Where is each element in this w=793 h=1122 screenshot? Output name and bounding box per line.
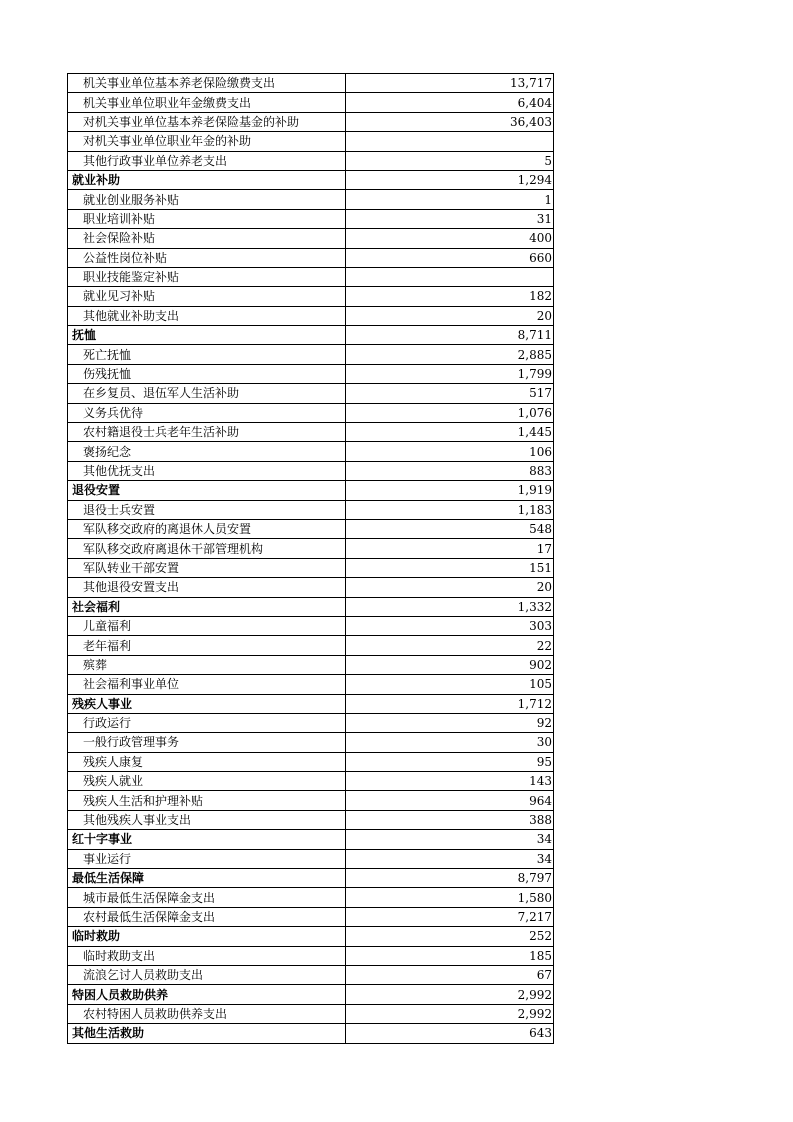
table-row: [68, 112, 554, 131]
table-row: [68, 423, 554, 442]
table-row: [68, 345, 554, 364]
category-row: [68, 1024, 554, 1043]
table-row: [68, 655, 554, 674]
item-amount: 1,076: [346, 403, 554, 422]
table-row: [68, 791, 554, 810]
item-name: 流浪乞讨人员救助支出: [68, 965, 346, 984]
item-name: 残疾人生活和护理补贴: [68, 791, 346, 810]
item-amount: 6,404: [346, 93, 554, 112]
table-row: [68, 461, 554, 480]
category-name: 社会福利: [68, 597, 346, 616]
item-amount: 548: [346, 519, 554, 538]
item-name: 退役士兵安置: [68, 500, 346, 519]
category-amount: 34: [346, 830, 554, 849]
item-amount: 105: [346, 675, 554, 694]
item-name: 临时救助支出: [68, 946, 346, 965]
table-row: [68, 209, 554, 228]
item-amount: 95: [346, 752, 554, 771]
item-name: 其他退役安置支出: [68, 578, 346, 597]
table-row: [68, 132, 554, 151]
item-name: 军队移交政府离退休干部管理机构: [68, 539, 346, 558]
item-amount: 30: [346, 733, 554, 752]
item-amount: 34: [346, 849, 554, 868]
category-name: 残疾人事业: [68, 694, 346, 713]
item-name: 机关事业单位基本养老保险缴费支出: [68, 74, 346, 93]
item-amount: [346, 132, 554, 151]
table-row: [68, 539, 554, 558]
table-row: [68, 558, 554, 577]
category-name: 抚恤: [68, 326, 346, 345]
item-name: 职业培训补贴: [68, 209, 346, 228]
item-name: 行政运行: [68, 713, 346, 732]
table-row: [68, 442, 554, 461]
table-row: [68, 500, 554, 519]
item-name: 伤残抚恤: [68, 364, 346, 383]
category-amount: 8,711: [346, 326, 554, 345]
category-amount: 1,332: [346, 597, 554, 616]
item-amount: 20: [346, 578, 554, 597]
category-name: 其他生活救助: [68, 1024, 346, 1043]
item-amount: 13,717: [346, 74, 554, 93]
item-name: 残疾人康复: [68, 752, 346, 771]
table-row: [68, 229, 554, 248]
item-amount: 5: [346, 151, 554, 170]
table-row: [68, 364, 554, 383]
category-row: [68, 481, 554, 500]
item-name: 其他残疾人事业支出: [68, 810, 346, 829]
item-amount: 1: [346, 190, 554, 209]
category-amount: 1,919: [346, 481, 554, 500]
item-amount: 185: [346, 946, 554, 965]
table-row: [68, 675, 554, 694]
table-row: [68, 74, 554, 93]
category-row: [68, 985, 554, 1004]
item-amount: 2,885: [346, 345, 554, 364]
table-row: [68, 306, 554, 325]
table-row: [68, 713, 554, 732]
item-amount: 7,217: [346, 907, 554, 926]
table-row: [68, 151, 554, 170]
item-name: 农村籍退役士兵老年生活补助: [68, 423, 346, 442]
item-name: 对机关事业单位职业年金的补助: [68, 132, 346, 151]
item-amount: 143: [346, 772, 554, 791]
item-amount: 2,992: [346, 1004, 554, 1023]
table-row: [68, 519, 554, 538]
item-amount: 883: [346, 461, 554, 480]
table-row: [68, 578, 554, 597]
item-name: 事业运行: [68, 849, 346, 868]
item-name: 义务兵优待: [68, 403, 346, 422]
category-name: 最低生活保障: [68, 869, 346, 888]
category-name: 红十字事业: [68, 830, 346, 849]
item-name: 其他就业补助支出: [68, 306, 346, 325]
budget-table-body: [68, 74, 554, 1044]
item-amount: 22: [346, 636, 554, 655]
table-row: [68, 267, 554, 286]
item-amount: 1,799: [346, 364, 554, 383]
category-amount: 8,797: [346, 869, 554, 888]
item-amount: 106: [346, 442, 554, 461]
item-name: 儿童福利: [68, 616, 346, 635]
item-name: 褒扬纪念: [68, 442, 346, 461]
item-amount: 1,183: [346, 500, 554, 519]
category-row: [68, 170, 554, 189]
item-amount: 67: [346, 965, 554, 984]
item-name: 就业见习补贴: [68, 287, 346, 306]
category-amount: 2,992: [346, 985, 554, 1004]
item-amount: 20: [346, 306, 554, 325]
table-row: [68, 907, 554, 926]
table-row: [68, 384, 554, 403]
table-row: [68, 93, 554, 112]
category-name: 退役安置: [68, 481, 346, 500]
item-amount: 902: [346, 655, 554, 674]
table-row: [68, 772, 554, 791]
table-row: [68, 810, 554, 829]
item-amount: 92: [346, 713, 554, 732]
item-amount: 151: [346, 558, 554, 577]
item-name: 社会保险补贴: [68, 229, 346, 248]
table-row: [68, 965, 554, 984]
item-name: 老年福利: [68, 636, 346, 655]
item-name: 殡葬: [68, 655, 346, 674]
item-name: 就业创业服务补贴: [68, 190, 346, 209]
table-row: [68, 636, 554, 655]
table-row: [68, 752, 554, 771]
table-row: [68, 403, 554, 422]
item-name: 一般行政管理事务: [68, 733, 346, 752]
item-name: 在乡复员、退伍军人生活补助: [68, 384, 346, 403]
item-name: 军队移交政府的离退休人员安置: [68, 519, 346, 538]
item-amount: 400: [346, 229, 554, 248]
table-row: [68, 248, 554, 267]
item-name: 其他行政事业单位养老支出: [68, 151, 346, 170]
table-row: [68, 190, 554, 209]
item-name: 死亡抚恤: [68, 345, 346, 364]
item-name: 职业技能鉴定补贴: [68, 267, 346, 286]
table-row: [68, 733, 554, 752]
item-name: 残疾人就业: [68, 772, 346, 791]
category-name: 特困人员救助供养: [68, 985, 346, 1004]
item-name: 对机关事业单位基本养老保险基金的补助: [68, 112, 346, 131]
item-amount: 1,445: [346, 423, 554, 442]
category-amount: 252: [346, 927, 554, 946]
item-name: 农村特困人员救助供养支出: [68, 1004, 346, 1023]
category-row: [68, 597, 554, 616]
item-name: 农村最低生活保障金支出: [68, 907, 346, 926]
table-row: [68, 1004, 554, 1023]
item-name: 机关事业单位职业年金缴费支出: [68, 93, 346, 112]
item-name: 社会福利事业单位: [68, 675, 346, 694]
table-row: [68, 849, 554, 868]
category-name: 临时救助: [68, 927, 346, 946]
category-amount: 1,712: [346, 694, 554, 713]
category-name: 就业补助: [68, 170, 346, 189]
category-row: [68, 694, 554, 713]
item-amount: 1,580: [346, 888, 554, 907]
category-row: [68, 927, 554, 946]
item-name: 城市最低生活保障金支出: [68, 888, 346, 907]
table-row: [68, 287, 554, 306]
item-name: 军队转业干部安置: [68, 558, 346, 577]
item-amount: 517: [346, 384, 554, 403]
item-amount: 31: [346, 209, 554, 228]
item-amount: 36,403: [346, 112, 554, 131]
category-row: [68, 869, 554, 888]
item-amount: 17: [346, 539, 554, 558]
item-amount: 388: [346, 810, 554, 829]
category-row: [68, 830, 554, 849]
item-amount: 182: [346, 287, 554, 306]
table-row: [68, 616, 554, 635]
item-amount: 303: [346, 616, 554, 635]
item-amount: [346, 267, 554, 286]
category-row: [68, 326, 554, 345]
item-amount: 964: [346, 791, 554, 810]
item-amount: 660: [346, 248, 554, 267]
category-amount: 643: [346, 1024, 554, 1043]
category-amount: 1,294: [346, 170, 554, 189]
item-name: 其他优抚支出: [68, 461, 346, 480]
item-name: 公益性岗位补贴: [68, 248, 346, 267]
budget-table: [67, 73, 554, 1044]
table-row: [68, 888, 554, 907]
table-row: [68, 946, 554, 965]
